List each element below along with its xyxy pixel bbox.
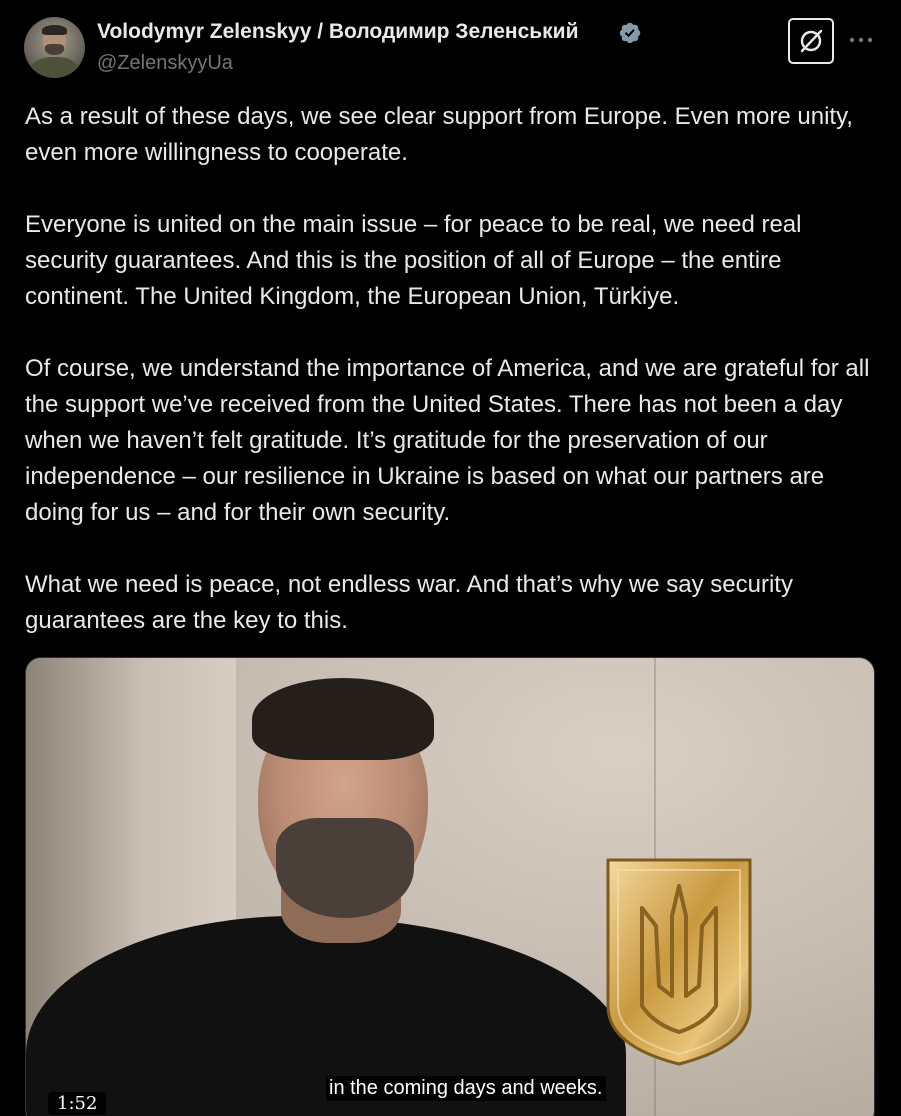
verified-badge-icon (618, 21, 642, 45)
coat-of-arms-icon (604, 856, 754, 1068)
author-display-name[interactable]: Volodymyr Zelenskyy / Володимир Зеленський (97, 20, 579, 43)
video-player[interactable] (25, 657, 875, 1116)
author-avatar[interactable] (24, 17, 85, 78)
more-horizontal-icon (848, 36, 874, 44)
tweet-paragraph: Everyone is united on the main issue – for peace to be real, we need real security guarantees. And this is the position of all of Europe – the entire continent. The United Kingdom, the European Union, Türkiye. (25, 211, 802, 310)
tweet-paragraph: As a result of these days, we see clear support from Europe. Even more unity, even more willingness to cooperate. (25, 103, 853, 166)
tweet-paragraph: Of course, we understand the importance of America, and we are grateful for all the support we’ve received from the United States. There has not been a day when we haven’t felt gratitude. It’s gratitude for the preservation of our independence – our resilience in Ukraine is based on what our partners are doing for us – and for their own security. (25, 355, 870, 526)
tweet-paragraph: What we need is peace, not endless war. And that’s why we say security guarantees are the key to this. (25, 571, 793, 634)
video-duration: 1:52 (48, 1092, 106, 1115)
grok-button[interactable] (788, 18, 834, 64)
tweet-text (25, 99, 880, 639)
grok-icon (797, 27, 825, 55)
author-handle[interactable]: @ZelenskyyUa (97, 52, 233, 74)
more-options-button[interactable] (846, 22, 876, 58)
video-caption: in the coming days and weeks. (326, 1076, 606, 1101)
